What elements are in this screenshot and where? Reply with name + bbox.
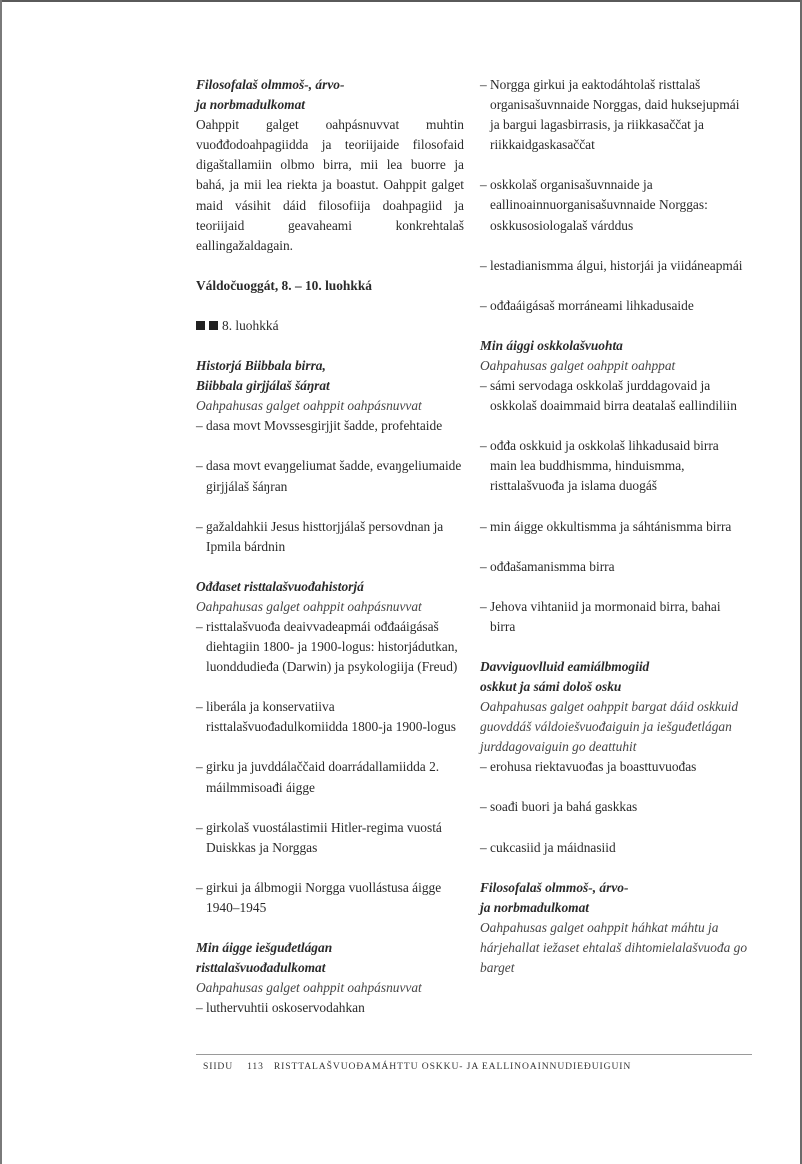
list-item: – girkolaš vuostálastimii Hitler-regima vuostá Duiskkas ja Norggas bbox=[196, 818, 464, 858]
content-block bbox=[196, 75, 464, 256]
page-footer bbox=[203, 1061, 631, 1072]
list-item: – lestadianismma álgui, historjái ja viidáneapmái bbox=[480, 256, 748, 276]
footer-title: RISTTALAŠVUOĐAMÁHTTU OSKKU- JA EALLINOAINNUDIEĐUIGUIN bbox=[273, 1061, 632, 1072]
content-block bbox=[480, 797, 748, 817]
content-block bbox=[480, 175, 748, 235]
section-heading: Davviguovlluid eamiálbmogiid bbox=[480, 658, 650, 674]
content-block bbox=[480, 838, 748, 858]
content-block bbox=[480, 256, 748, 276]
content-block bbox=[480, 517, 748, 537]
grade-heading bbox=[196, 316, 464, 336]
body-paragraph: Oahppit galget oahpásnuvvat muhtin vuođđodoahpagiidda ja teoriijaide filosofaid digaštallamiin olbmo birra, mii lea buorre ja bahá, ja mii lea riekta ja boastut. Oahppit galget maid vásihit dáid filosofiija doahpagiid ja teoriijaid geavaheami konkrehtalaš eallingažaldagain. bbox=[196, 117, 464, 253]
list-item: – liberála ja konservatiiva risttalašvuođadulkomiidda 1800-ja 1900-logus bbox=[196, 697, 464, 737]
page-edge-left bbox=[0, 0, 2, 1164]
list-item: – dasa movt Movssesgirjjit šadde, profehtaide bbox=[196, 416, 464, 436]
section-subtitle: Oahpahusas galget oahppit oahppat bbox=[480, 357, 676, 373]
content-block bbox=[480, 336, 748, 416]
section-heading: oskkut ja sámi dološ osku bbox=[480, 678, 622, 694]
right-column bbox=[480, 75, 748, 998]
content-block bbox=[480, 436, 748, 496]
list-item: – erohusa riektavuođas ja boasttuvuođas bbox=[480, 757, 748, 777]
section-title: Váldočuoggát, 8. – 10. luohkká bbox=[196, 277, 372, 293]
content-block bbox=[196, 757, 464, 797]
content-block bbox=[196, 577, 464, 677]
content-block bbox=[196, 356, 464, 436]
content-block bbox=[480, 657, 748, 778]
grade-label: 8. luohkká bbox=[222, 317, 279, 333]
content-block bbox=[196, 456, 464, 496]
content-block bbox=[480, 878, 748, 978]
section-heading: Biibbala girjjálaš šáŋrat bbox=[196, 378, 330, 394]
list-item: – ođđaáigásaš morráneami lihkadusaide bbox=[480, 296, 748, 316]
section-subtitle: Oahpahusas galget oahppit oahpásnuvvat bbox=[196, 980, 422, 996]
list-item: – ođđa oskkuid ja oskkolaš lihkadusaid birra main lea buddhismma, hinduismma, risttalašvuođa ja islama duogáš bbox=[480, 436, 748, 496]
section-subtitle: Oahpahusas galget oahppit háhkat máhtu ja hárjehallat iežaset ehtalaš dihtomielalašvuođa go barget bbox=[480, 919, 748, 975]
list-item: – ođđašamanismma birra bbox=[480, 557, 748, 577]
section-heading: ja norbmadulkomat bbox=[480, 899, 590, 915]
list-item: – girku ja juvddálaččaid doarrádallamiidda 2. máilmmisoađi áigge bbox=[196, 757, 464, 797]
footer-rule bbox=[196, 1054, 752, 1055]
content-block bbox=[196, 878, 464, 918]
section-heading: Ođđaset risttalašvuođahistorjá bbox=[196, 578, 364, 594]
list-item: – Norgga girkui ja eaktodáhtolaš risttalaš organisašuvnnaide Norggas, daid huksejupmái ja bargui lagasbirrasis, ja riikkasaččat ja riikkaidgaskasaččat bbox=[480, 75, 748, 155]
list-item: – oskkolaš organisašuvnnaide ja eallinoainnuorganisašuvnnaide Norggas: oskkusosiologalaš várddus bbox=[480, 175, 748, 235]
content-block bbox=[196, 818, 464, 858]
content-block bbox=[196, 316, 464, 336]
section-subtitle: Oahpahusas galget oahppit oahpásnuvvat bbox=[196, 398, 422, 414]
page-number: 113 bbox=[247, 1061, 264, 1072]
content-block bbox=[480, 75, 748, 155]
list-item: – cukcasiid ja máidnasiid bbox=[480, 838, 748, 858]
section-heading: ja norbmadulkomat bbox=[196, 97, 306, 113]
content-block bbox=[480, 557, 748, 577]
section-heading: Filosofalaš olmmoš-, árvo- bbox=[480, 879, 629, 895]
section-subtitle: Oahpahusas galget oahppit bargat dáid oskkuid guovddáš váldoiešvuođaiguin ja iešguđetlágan jurddagovaiguin go deattuhit bbox=[480, 699, 739, 755]
page-edge-top bbox=[0, 0, 802, 2]
content-block bbox=[480, 597, 748, 637]
content-block bbox=[196, 276, 464, 296]
content-block bbox=[196, 697, 464, 737]
list-item: – luthervuhtii oskoservodahkan bbox=[196, 998, 464, 1018]
square-bullet-icon bbox=[209, 321, 218, 330]
list-item: – min áigge okkultismma ja sáhtánismma birra bbox=[480, 517, 748, 537]
content-block bbox=[480, 296, 748, 316]
list-item: – gažaldahkii Jesus histtorjjálaš persovdnan ja Ipmila bárdnin bbox=[196, 517, 464, 557]
list-item: – soađi buori ja bahá gaskkas bbox=[480, 797, 748, 817]
list-item: – risttalašvuođa deaivvadeapmái ođđaáigásaš diehtagiin 1800- ja 1900-logus: historjádutkan, luonddudieđa (Darwin) ja psykologiija (Freud) bbox=[196, 617, 464, 677]
list-item: – dasa movt evaŋgeliumat šadde, evaŋgeliumaide girjjálaš šáŋran bbox=[196, 456, 464, 496]
section-heading: Min áigge iešguđetlágan bbox=[196, 940, 333, 955]
content-block bbox=[196, 517, 464, 557]
section-heading: risttalašvuođadulkomat bbox=[196, 960, 326, 976]
list-item: – sámi servodaga oskkolaš jurddagovaid ja oskkolaš doaimmaid birra deatalaš eallindiliin bbox=[480, 376, 748, 416]
footer-label: SIIDU bbox=[203, 1061, 234, 1072]
section-heading: Historjá Biibbala birra, bbox=[196, 358, 326, 374]
section-subtitle: Oahpahusas galget oahppit oahpásnuvvat bbox=[196, 598, 422, 614]
square-bullet-icon bbox=[196, 321, 205, 330]
content-block bbox=[196, 938, 464, 1018]
section-heading: Min áiggi oskkolašvuohta bbox=[480, 337, 623, 353]
section-heading: Filosofalaš olmmoš-, árvo- bbox=[196, 77, 345, 92]
left-column bbox=[196, 75, 464, 1038]
list-item: – Jehova vihtaniid ja mormonaid birra, bahai birra bbox=[480, 597, 748, 637]
list-item: – girkui ja álbmogii Norgga vuollástusa áigge 1940–1945 bbox=[196, 878, 464, 918]
